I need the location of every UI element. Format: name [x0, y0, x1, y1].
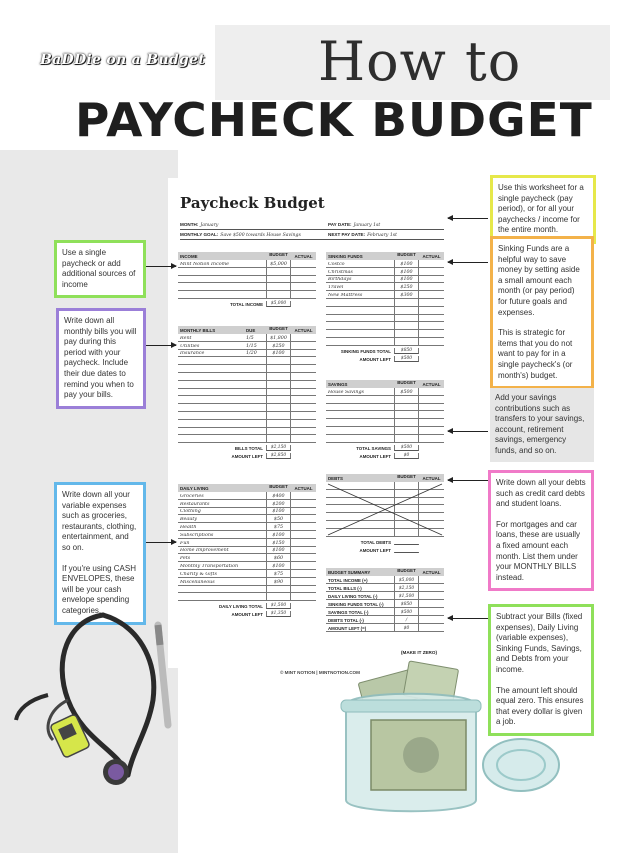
- table-row: [178, 404, 316, 412]
- summary-row: [326, 600, 444, 608]
- row-budget: $400: [266, 492, 291, 499]
- table-row: [178, 342, 316, 350]
- table-row: [326, 427, 444, 435]
- monthly-goal-field: MONTHLY GOAL: Save $500 towards House Savings: [180, 232, 328, 240]
- row-name: Birthdays: [328, 277, 352, 283]
- arrow-to-sinking-funds: [448, 262, 488, 263]
- row-budget: $500: [394, 388, 419, 395]
- row-budget: [266, 276, 291, 283]
- note-savings: Add your savings contributions such as transfers to your savings, account, retirement savings, emergency funds, and so on.: [490, 388, 594, 462]
- row-budget: $250: [394, 283, 419, 290]
- summary-row: [326, 584, 444, 592]
- row-actual: [419, 283, 444, 290]
- row-actual: [419, 260, 444, 267]
- row-budget: [394, 404, 419, 411]
- summary-value: $2,150: [394, 584, 419, 591]
- bills-amount-left-row: AMOUNT LEFT $2,850: [178, 451, 316, 459]
- row-budget: $100: [266, 350, 291, 357]
- next-pay-date-field: NEXT PAY DATE: February 1st: [328, 232, 444, 240]
- row-name: New Mattress: [328, 292, 363, 298]
- summary-label: TOTAL BILLS (-): [328, 586, 362, 591]
- table-row: [178, 531, 316, 539]
- summary-label: AMOUNT LEFT (=): [328, 626, 367, 631]
- table-row: [178, 523, 316, 531]
- income-section: INCOME BUDGET ACTUAL Mint Notion Income $5,000 TOTAL INCOME $5,000: [178, 252, 316, 307]
- row-actual: [291, 554, 316, 561]
- table-row: [178, 268, 316, 276]
- row-actual: [419, 411, 444, 418]
- summary-row: [326, 616, 444, 624]
- row-budget: [266, 420, 291, 427]
- row-actual: [291, 531, 316, 538]
- table-row: [178, 381, 316, 389]
- summary-label: TOTAL INCOME (+): [328, 578, 368, 583]
- table-row: [178, 396, 316, 404]
- row-budget: $5,000: [266, 260, 291, 267]
- sinking-funds-section: SINKING FUNDS BUDGET ACTUAL Costco $100 Christmas $100 Birthdays $100 Travel $250 New Mattress $300 SINKING FUNDS TOTAL $850 AMOUNT LEFT $500: [326, 252, 444, 362]
- table-row: [178, 420, 316, 428]
- row-actual: [291, 420, 316, 427]
- table-row: [326, 260, 444, 268]
- summary-value: /: [394, 616, 419, 623]
- row-budget: $100: [266, 547, 291, 554]
- arrow-to-pay-date: [448, 218, 488, 219]
- summary-label: DEBTS TOTAL (-): [328, 618, 364, 623]
- note-budget-summary: Subtract your Bills (fixed expenses), Daily Living (variable expenses), Sinking Funds, Savings, and Debts from your income. The amount left should equal zero. This ensures that every dollar is given a job.: [488, 604, 594, 736]
- row-name: Home Improvement: [180, 548, 229, 554]
- row-budget: [266, 404, 291, 411]
- stethoscope-image: [8, 600, 208, 810]
- row-actual: [291, 539, 316, 546]
- table-row: [178, 428, 316, 436]
- row-due-date: 1/15: [246, 343, 257, 349]
- row-actual: [419, 427, 444, 434]
- row-name: Christmas: [328, 269, 353, 275]
- row-budget: $60: [266, 554, 291, 561]
- row-actual: [291, 389, 316, 396]
- table-row: [326, 396, 444, 404]
- row-name: Pets: [180, 556, 191, 562]
- row-name: Restaurants: [180, 501, 210, 507]
- bills-total-row: BILLS TOTAL $2,150: [178, 443, 316, 451]
- summary-label: SAVINGS TOTAL (-): [328, 610, 369, 615]
- row-actual: [291, 500, 316, 507]
- row-actual: [291, 381, 316, 388]
- row-budget: $50: [266, 515, 291, 522]
- row-actual: [291, 523, 316, 530]
- table-row: [178, 350, 316, 358]
- table-row: [326, 307, 444, 315]
- row-actual: [291, 586, 316, 593]
- row-budget: [266, 268, 291, 275]
- row-budget: $100: [266, 531, 291, 538]
- summary-value: $0: [394, 624, 419, 631]
- row-actual: [419, 322, 444, 329]
- row-actual: [291, 492, 316, 499]
- row-budget: [394, 396, 419, 403]
- row-actual: [291, 268, 316, 275]
- table-row: [326, 276, 444, 284]
- summary-value: $850: [394, 600, 419, 607]
- row-actual: [291, 412, 316, 419]
- table-row: [178, 276, 316, 284]
- row-budget: [266, 396, 291, 403]
- table-row: [178, 435, 316, 443]
- row-actual: [291, 547, 316, 554]
- row-actual: [291, 570, 316, 577]
- row-actual: [291, 428, 316, 435]
- row-actual: [291, 515, 316, 522]
- table-row: [178, 554, 316, 562]
- row-actual: [291, 593, 316, 600]
- table-row: [178, 283, 316, 291]
- table-row: [178, 291, 316, 299]
- row-budget: $150: [266, 539, 291, 546]
- table-row: [178, 412, 316, 420]
- row-name: Monthly Transportation: [180, 563, 239, 569]
- table-row: [326, 291, 444, 299]
- row-budget: $100: [266, 562, 291, 569]
- row-name: Charity & Gifts: [180, 571, 217, 577]
- row-actual: [291, 276, 316, 283]
- row-name: Subscriptions: [180, 532, 214, 538]
- table-row: [178, 539, 316, 547]
- table-row: [326, 411, 444, 419]
- budget-summary-section: BUDGET SUMMARY BUDGET ACTUAL TOTAL INCOME (+) $5,000 TOTAL BILLS (-) $2,150 DAILY LIVING TOTAL (-) $1,500 SINKING FUNDS TOTAL (-) $850 SAVINGS TOTAL (-) $500 DEBTS TOTAL (-) / AMOUNT LEFT (=) $0: [326, 568, 444, 632]
- table-row: [178, 334, 316, 342]
- sinking-amount-left-row: AMOUNT LEFT $500: [326, 354, 444, 362]
- table-row: [178, 500, 316, 508]
- note-debts: Write down all your debts such as credit card debts and student loans. For mortgages and car loans, these are usually a fixed amount each month. List them under your MONTHLY BILLS instead.: [488, 470, 594, 591]
- row-budget: [394, 322, 419, 329]
- row-budget: [266, 373, 291, 380]
- summary-row: [326, 608, 444, 616]
- row-budget: $75: [266, 523, 291, 530]
- debts-amount-left-row: AMOUNT LEFT: [326, 545, 444, 553]
- row-name: Utilities: [180, 343, 200, 349]
- row-due-date: 1/5: [246, 335, 254, 341]
- monthly-bills-section: MONTHLY BILLS DUE BUDGET ACTUAL Rent 1/5 $1,800 Utilities 1/15 $250 Insurance 1/20 $100 BILLS TOTAL $2,150 AMOUNT LEFT $2,850: [178, 326, 316, 459]
- daily-amount-left-row: AMOUNT LEFT $1,350: [178, 609, 316, 617]
- table-row: [178, 578, 316, 586]
- row-actual: [291, 357, 316, 364]
- row-actual: [419, 315, 444, 322]
- row-name: House Savings: [328, 389, 364, 395]
- row-name: Groceries: [180, 493, 204, 499]
- daily-living-total-row: DAILY LIVING TOTAL $1,500: [178, 601, 316, 609]
- note-monthly-bills: Write down all monthly bills you will pay during this period with your paycheck. Include their due dates to remind you when to pay your bills.: [56, 308, 146, 409]
- row-name: Health: [180, 524, 197, 530]
- note-worksheet-usage: Use this worksheet for a single paycheck (pay period), or for all your paychecks / income for the entire month.: [490, 175, 596, 244]
- arrow-to-income: [146, 266, 176, 267]
- make-it-zero-note: (MAKE IT ZERO): [401, 650, 437, 655]
- table-row: [326, 404, 444, 412]
- table-row: [326, 338, 444, 346]
- total-savings-row: TOTAL SAVINGS $500: [326, 443, 444, 451]
- row-actual: [419, 276, 444, 283]
- table-row: [178, 389, 316, 397]
- row-budget: [266, 283, 291, 290]
- row-actual: [291, 396, 316, 403]
- row-actual: [419, 268, 444, 275]
- row-budget: $250: [266, 342, 291, 349]
- table-row: [178, 508, 316, 516]
- row-name: Mint Notion Income: [180, 261, 229, 267]
- table-row: [178, 260, 316, 268]
- row-budget: $1,800: [266, 334, 291, 341]
- note-daily-living: Write down all your variable expenses such as groceries, restaurants, clothing, entertainment, and so on. If you're using CASH ENVELOPES, these will be your cash envelope spending categories.: [54, 482, 146, 625]
- row-actual: [291, 342, 316, 349]
- row-actual: [419, 396, 444, 403]
- daily-living-section: DAILY LIVING BUDGET ACTUAL Groceries $400 Restaurants $200 Clothing $100 Beauty $50 Health $75 Subscriptions $100 Fun $150 Home Improvement $100 Pets $60 Monthly Transportation $100 Charity & Gifts $75 Miscellaneous $90 DAILY LIVING TOTAL $1,500 AMOUNT LEFT $1,350: [178, 484, 316, 617]
- table-row: [326, 322, 444, 330]
- row-name: Miscellaneous: [180, 579, 215, 585]
- summary-row: [326, 576, 444, 584]
- row-budget: $100: [394, 260, 419, 267]
- total-income-row: TOTAL INCOME $5,000: [178, 299, 316, 307]
- summary-value: $5,000: [394, 576, 419, 583]
- row-budget: [394, 419, 419, 426]
- table-row: [326, 315, 444, 323]
- row-budget: [266, 412, 291, 419]
- table-row: [178, 570, 316, 578]
- row-budget: $100: [266, 508, 291, 515]
- row-budget: [394, 315, 419, 322]
- row-budget: $100: [394, 268, 419, 275]
- summary-row: [326, 624, 444, 632]
- row-actual: [419, 291, 444, 298]
- row-budget: [266, 381, 291, 388]
- row-actual: [291, 508, 316, 515]
- row-name: Clothing: [180, 509, 201, 515]
- total-debts-row: TOTAL DEBTS: [326, 537, 444, 545]
- row-budget: [394, 299, 419, 306]
- table-row: [326, 283, 444, 291]
- savings-amount-left-row: AMOUNT LEFT $0: [326, 451, 444, 459]
- arrow-to-savings: [448, 431, 488, 432]
- summary-value: $1,500: [394, 592, 419, 599]
- row-budget: [394, 435, 419, 442]
- row-actual: [419, 435, 444, 442]
- row-actual: [419, 330, 444, 337]
- arrow-to-debts: [448, 480, 488, 481]
- table-row: [326, 330, 444, 338]
- row-budget: [266, 389, 291, 396]
- table-row: [178, 365, 316, 373]
- row-budget: [266, 593, 291, 600]
- row-budget: $200: [266, 500, 291, 507]
- row-actual: [291, 283, 316, 290]
- row-budget: $100: [394, 276, 419, 283]
- row-actual: [291, 291, 316, 298]
- row-budget: [394, 307, 419, 314]
- debts-crossed-out-mark: [326, 482, 444, 537]
- row-budget: [394, 411, 419, 418]
- row-name: Rent: [180, 335, 192, 341]
- row-actual: [291, 435, 316, 442]
- worksheet-title: Paycheck Budget: [180, 194, 325, 212]
- title-paycheck-budget: PAYCHECK BUDGET: [75, 93, 593, 147]
- row-budget: [266, 365, 291, 372]
- table-row: [326, 435, 444, 443]
- row-actual: [419, 338, 444, 345]
- month-field: MONTH: January: [180, 222, 328, 230]
- row-actual: [419, 307, 444, 314]
- note-sinking-funds: Sinking Funds are a helpful way to save money by setting aside a small amount each month (or pay period) for future goals and expenses. This is strategic for items that you do not want to pay for in a single paycheck's (or month's) budget.: [490, 236, 594, 389]
- row-due-date: 1/20: [246, 351, 257, 357]
- worksheet-footer: © MINT NOTION | MINTNOTION.COM: [280, 670, 360, 675]
- row-budget: [394, 338, 419, 345]
- pay-date-field: PAY DATE: January 1st: [328, 222, 444, 230]
- table-row: [178, 586, 316, 594]
- row-actual: [291, 350, 316, 357]
- summary-row: [326, 592, 444, 600]
- table-row: [178, 492, 316, 500]
- savings-section: SAVINGS BUDGET ACTUAL House Savings $500 TOTAL SAVINGS $500 AMOUNT LEFT $0: [326, 380, 444, 459]
- table-row: [178, 562, 316, 570]
- summary-value: $500: [394, 608, 419, 615]
- table-row: [326, 299, 444, 307]
- sinking-funds-total-row: SINKING FUNDS TOTAL $850: [326, 346, 444, 354]
- arrow-to-monthly-bills: [146, 345, 176, 346]
- table-row: [178, 547, 316, 555]
- note-income: Use a single paycheck or add additional sources of income: [54, 240, 146, 298]
- row-budget: $300: [394, 291, 419, 298]
- row-actual: [419, 404, 444, 411]
- table-row: [178, 373, 316, 381]
- row-actual: [291, 373, 316, 380]
- budget-worksheet: [168, 178, 450, 675]
- title-how-to: How to: [318, 30, 522, 93]
- table-row: [178, 357, 316, 365]
- arrow-to-summary: [448, 618, 488, 619]
- table-row: [326, 388, 444, 396]
- table-row: [326, 419, 444, 427]
- row-actual: [291, 260, 316, 267]
- money-jar-image: [326, 660, 566, 820]
- table-row: [326, 268, 444, 276]
- row-name: Travel: [328, 285, 344, 291]
- row-actual: [419, 419, 444, 426]
- row-actual: [419, 388, 444, 395]
- row-budget: $90: [266, 578, 291, 585]
- row-actual: [291, 562, 316, 569]
- row-actual: [291, 334, 316, 341]
- table-row: [178, 515, 316, 523]
- row-budget: [266, 435, 291, 442]
- summary-label: SINKING FUNDS TOTAL (-): [328, 602, 384, 607]
- row-name: Insurance: [180, 351, 205, 357]
- row-budget: [266, 428, 291, 435]
- row-name: Beauty: [180, 517, 197, 523]
- summary-label: DAILY LIVING TOTAL (-): [328, 594, 378, 599]
- row-budget: [266, 357, 291, 364]
- row-name: Fun: [180, 540, 190, 546]
- row-actual: [419, 299, 444, 306]
- row-budget: [394, 427, 419, 434]
- arrow-to-daily-living: [146, 542, 176, 543]
- row-name: Costco: [328, 261, 345, 267]
- row-budget: $75: [266, 570, 291, 577]
- row-actual: [291, 404, 316, 411]
- row-budget: [394, 330, 419, 337]
- row-budget: [266, 586, 291, 593]
- row-actual: [291, 365, 316, 372]
- brand-watermark: BaDDie on a Budget: [40, 52, 205, 68]
- row-budget: [266, 291, 291, 298]
- row-actual: [291, 578, 316, 585]
- debts-section: DEBTS BUDGET ACTUAL TOTAL DEBTS AMOUNT LEFT: [326, 474, 444, 553]
